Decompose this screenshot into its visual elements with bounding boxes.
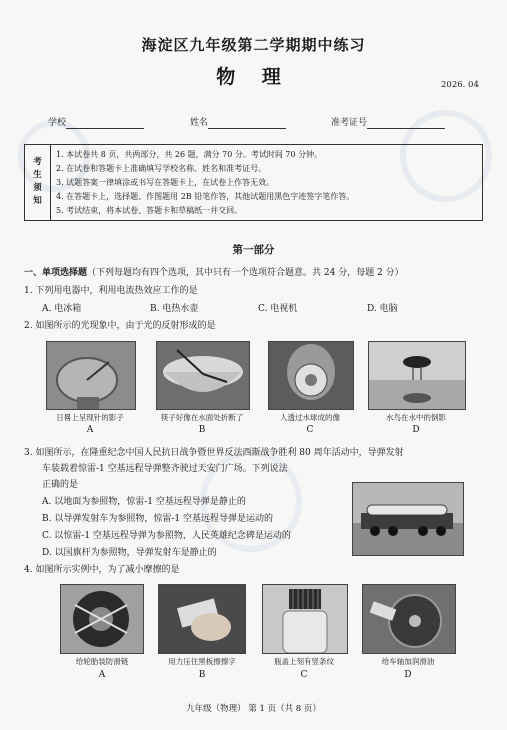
q1-option-a[interactable]: A. 电冰箱: [42, 304, 82, 314]
q3-stem-line2: 车装载着惊雷-1 空基远程导弹整齐驶过天安门广场。下列说法: [42, 464, 288, 474]
notice-side-char: 考: [33, 157, 42, 167]
water-ball-icon: [269, 342, 353, 409]
q4-letter-d[interactable]: D: [404, 670, 412, 680]
name-field[interactable]: [190, 118, 286, 129]
subject-title: 物 理: [216, 66, 291, 88]
notice-item: 1. 本试卷共 8 页，共两部分，共 26 题，满分 70 分。考试时间 70 分钟。: [56, 150, 323, 159]
notice-side-char: 生: [33, 170, 42, 180]
school-blank[interactable]: [66, 119, 144, 129]
notice-item: 5. 考试结束，将本试卷、答题卡和草稿纸一并交回。: [56, 206, 243, 215]
q4-stem: 4. 如图所示实例中，为了减小摩擦的是: [24, 565, 180, 575]
name-label: 姓名: [190, 118, 209, 128]
bird-icon: [369, 342, 465, 409]
q1-option-b[interactable]: B. 电热水壶: [150, 304, 199, 314]
q1-option-c[interactable]: C. 电视机: [258, 304, 298, 314]
q4-letter-a[interactable]: A: [98, 670, 106, 680]
q2-caption-b: 筷子好像在水面处折断了: [160, 413, 244, 422]
bowl-icon: [157, 342, 249, 409]
name-blank[interactable]: [208, 119, 286, 129]
tire-chain-icon: [61, 585, 143, 653]
q2-image-b-chopsticks: [156, 341, 250, 410]
id-field[interactable]: [331, 118, 445, 129]
sundial-icon: [47, 342, 135, 409]
notice-side-label: [25, 145, 51, 220]
q2-image-d-bird: [368, 341, 466, 410]
section-heading: [24, 268, 404, 279]
notice-side-char: 知: [33, 196, 42, 206]
q3-option-c[interactable]: C. 以惊雷-1 空基远程导弹为参照物，人民英雄纪念碑是运动的: [42, 531, 291, 541]
q4-letter-c[interactable]: C: [300, 670, 308, 680]
q1-stem: 1. 下列用电器中，利用电流热效应工作的是: [24, 286, 198, 296]
q3-stem-line3: 正确的是: [42, 480, 79, 490]
q2-caption-d: 水鸟在水中的倒影: [386, 413, 446, 422]
part-title: 第一部分: [232, 244, 275, 256]
q4-image-d-lubricant: [362, 584, 456, 654]
notice-item: 4. 在答题卡上，选择题、作图题用 2B 铅笔作答，其他试题用黑色字迹签字笔作答。: [56, 192, 355, 201]
q4-caption-a: 给轮胎装防滑链: [75, 657, 129, 666]
q1-option-d[interactable]: D. 电脑: [367, 304, 398, 314]
q2-image-c-water-ball: [268, 341, 354, 410]
q4-image-b-eraser: [158, 584, 246, 654]
q2-caption-a: 日晷上呈现针的影子: [56, 413, 124, 422]
notice-list: [56, 148, 354, 218]
q2-letter-b[interactable]: B: [198, 425, 206, 435]
bottle-cap-icon: [263, 585, 347, 653]
notice-box: [24, 144, 483, 221]
notice-item: 2. 在试卷和答题卡上准确填写学校名称、姓名和准考证号。: [56, 164, 267, 173]
q2-letter-a[interactable]: A: [86, 425, 94, 435]
q4-image-c-bottle-cap: [262, 584, 348, 654]
q4-caption-c: 瓶盖上刻有竖条纹: [274, 657, 334, 666]
id-label: 准考证号: [331, 118, 368, 128]
q2-letter-c[interactable]: C: [306, 425, 314, 435]
q4-image-a-snow-chain: [60, 584, 144, 654]
q3-stem-line1: 3. 如图所示，在隆重纪念中国人民抗日战争暨世界反法西斯战争胜利 80 周年活动中，导弹发射: [24, 448, 404, 458]
school-field[interactable]: [48, 118, 144, 129]
q4-letter-b[interactable]: B: [198, 670, 206, 680]
id-blank[interactable]: [367, 119, 445, 129]
school-label: 学校: [48, 118, 67, 128]
exam-title: 海淀区九年级第二学期期中练习: [141, 36, 366, 54]
q2-letter-d[interactable]: D: [412, 425, 420, 435]
section-instruction: （下列每题均有四个选项，其中只有一个选项符合题意。共 24 分，每题 2 分）: [87, 268, 404, 278]
q2-caption-c: 人透过水球成的像: [280, 413, 340, 422]
section-heading-label: 一、单项选择题: [24, 268, 88, 278]
exam-date: 2026. 04: [441, 80, 479, 90]
notice-item: 3. 试题答案一律填涂或书写在答题卡上，在试卷上作答无效。: [56, 178, 275, 187]
missile-vehicle-icon: [353, 483, 463, 555]
q4-caption-d: 给车轴加润滑油: [381, 657, 435, 666]
q4-caption-b: 用力压住黑板擦擦字: [168, 657, 236, 666]
q2-stem: 2. 如图所示的光现象中，由于光的反射形成的是: [24, 321, 216, 331]
q2-image-a-sundial: [46, 341, 136, 410]
q3-option-b[interactable]: B. 以导弹发射车为参照物，惊雷-1 空基远程导弹是运动的: [42, 514, 273, 524]
lubricant-icon: [363, 585, 455, 653]
page-footer: 九年级（物理） 第 1 页（共 8 页）: [186, 704, 321, 714]
eraser-icon: [159, 585, 245, 653]
q3-option-d[interactable]: D. 以国旗杆为参照物，导弹发射车是静止的: [42, 548, 217, 558]
q3-image-missile-vehicle: [352, 482, 464, 556]
q3-option-a[interactable]: A. 以地面为参照物，惊雷-1 空基远程导弹是静止的: [42, 497, 246, 507]
notice-side-char: 须: [33, 183, 42, 193]
